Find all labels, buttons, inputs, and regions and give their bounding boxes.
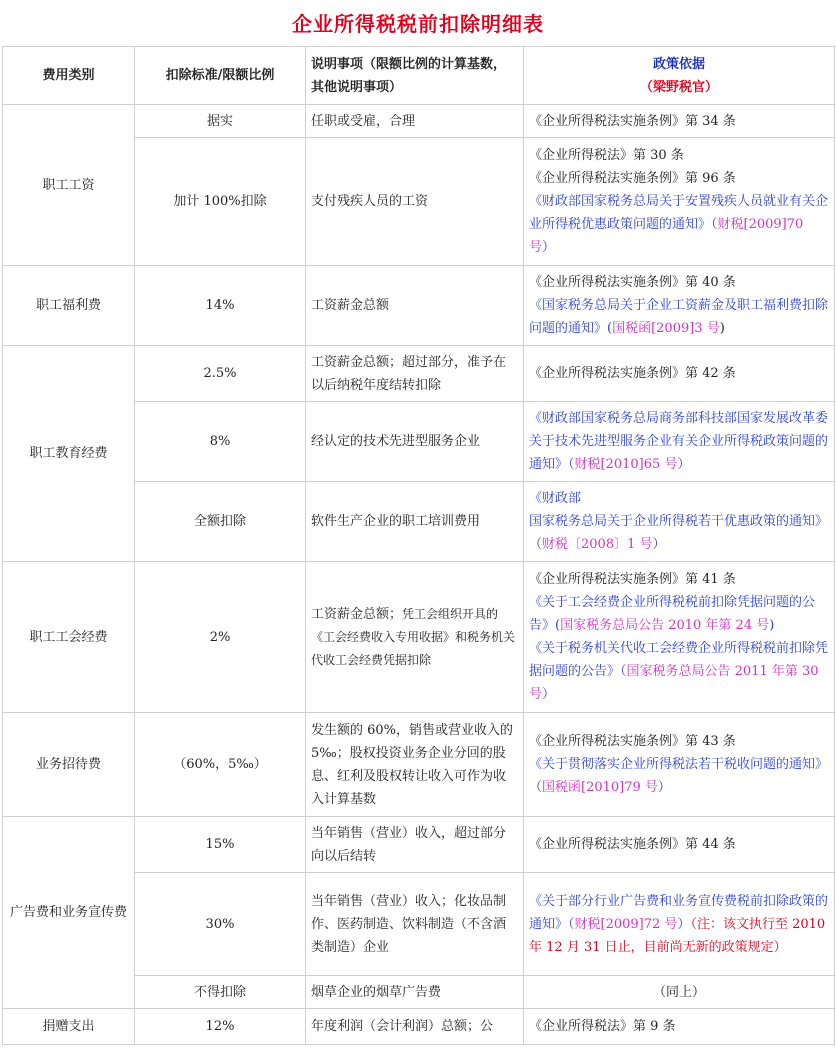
basis-line: 《企业所得税法实施条例》第 41 条 — [529, 572, 736, 587]
basis-cell — [524, 562, 835, 713]
note-cell: 发生额的 60%，销售或营业收入的 5‰；股权投资业务企业分回的股息、红利及股权转让收入可作为收入计算基数 — [306, 713, 524, 817]
note-line: 凭工会组织开具的《工会经费收入专用收据》和税务机关代收工会经费凭据扣除 — [311, 606, 516, 667]
basis-line: 《关于税务机关代收工会经费企业所得税税前扣除凭据问题的公告》（ — [529, 641, 829, 679]
table-row — [3, 346, 835, 402]
basis-cell: 《企业所得税法实施条例》第 42 条 — [524, 346, 835, 402]
note-cell: 工资薪金总额 — [306, 266, 524, 346]
basis-line: ） — [657, 780, 671, 795]
header-basis — [524, 47, 835, 105]
note-cell — [306, 562, 524, 713]
basis-cell — [524, 266, 835, 346]
basis-cell — [524, 873, 835, 976]
category-cell: 职工福利费 — [3, 266, 135, 346]
basis-line: ） — [542, 240, 556, 255]
basis-line: 《企业所得税法实施条例》第 96 条 — [529, 171, 736, 186]
standard-cell: 30% — [135, 873, 306, 976]
header-category: 费用类别 — [3, 47, 135, 105]
basis-doc-number: 国税函[2010]79 号 — [542, 780, 658, 795]
basis-line: 《企业所得税法实施条例》第 40 条 — [529, 275, 736, 290]
standard-cell: （60%，5‰） — [135, 713, 306, 817]
category-cell: 捐赠支出 — [3, 1009, 135, 1045]
standard-cell: 12% — [135, 1009, 306, 1045]
basis-cell — [524, 482, 835, 562]
note-cell: 当年销售（营业）收入；化妆品制作、医药制造、饮料制造（不含酒类制造）企业 — [306, 873, 524, 976]
basis-line: 《国家税务总局关于企业工资薪金及职工福利费扣除问题的通知》( — [529, 298, 829, 336]
standard-cell: 加计 100%扣除 — [135, 138, 306, 266]
basis-line: 《财政部 — [529, 491, 582, 506]
basis-cell — [524, 976, 835, 1009]
note-cell: 经认定的技术先进型服务企业 — [306, 402, 524, 482]
basis-cell: 《企业所得税法实施条例》第 44 条 — [524, 817, 835, 873]
note-cell: 年度利润（会计利润）总额；公 — [306, 1009, 524, 1045]
basis-doc-number: 国家税务总局公告 2010 年第 24 号 — [560, 618, 770, 633]
table-row — [3, 266, 835, 346]
basis-line: 《关于工会经费企业所得税税前扣除凭据问题的公告》( — [529, 595, 816, 633]
table-header-row — [3, 47, 835, 105]
table-row — [3, 713, 835, 817]
standard-cell: 2.5% — [135, 346, 306, 402]
basis-remark: （注：该文执行至 2010 年 12 月 31 日止，目前尚无新的政策规定） — [529, 916, 826, 955]
basis-doc-number: 国家税务总局公告 2011 年第 30 号 — [529, 664, 819, 702]
basis-cell: 《企业所得税法实施条例》第 34 条 — [524, 105, 835, 138]
basis-line: ） — [677, 457, 691, 472]
standard-cell: 据实 — [135, 105, 306, 138]
standard-cell: 8% — [135, 402, 306, 482]
header-note: 说明事项（限额比例的计算基数，其他说明事项） — [306, 47, 524, 105]
table-row — [3, 1009, 835, 1045]
basis-cell: 《企业所得税法》第 9 条 — [524, 1009, 835, 1045]
basis-line: 《关于贯彻落实企业所得税法若干税收问题的通知》（ — [529, 757, 829, 795]
basis-line: 国家税务总局关于企业所得税若干优惠政策的通知》（ — [529, 514, 829, 552]
basis-line: 《财政部国家税务总局商务部科技部国家发展改革委关于技术先进型服务企业有关企业所得税政策问题的通知》（ — [529, 411, 829, 472]
standard-cell: 15% — [135, 817, 306, 873]
basis-line: ） — [542, 687, 556, 702]
basis-line: 《财政部国家税务总局关于安置残疾人员就业有关企业所得税优惠政策问题的通知》（ — [529, 194, 829, 232]
basis-line: （同上） — [652, 984, 705, 1000]
basis-line: ) — [769, 618, 775, 633]
page-title: 企业所得税税前扣除明细表 — [292, 12, 544, 36]
standard-cell: 全额扣除 — [135, 482, 306, 562]
table-row — [3, 105, 835, 138]
category-cell: 职工工资 — [3, 105, 135, 266]
note-cell: 当年销售（营业）收入，超过部分向以后结转 — [306, 817, 524, 873]
basis-doc-number: 财税〔2008〕1 号 — [542, 537, 653, 552]
basis-line: ） — [652, 537, 666, 552]
basis-cell — [524, 402, 835, 482]
basis-doc-number: 国税函[2009]3 号 — [612, 321, 720, 336]
deduction-table — [2, 46, 835, 1045]
note-cell: 软件生产企业的职工培训费用 — [306, 482, 524, 562]
note-cell: 烟草企业的烟草广告费 — [306, 976, 524, 1009]
basis-doc-number: 财税[2010]65 号 — [574, 457, 678, 472]
basis-line: ) — [719, 321, 725, 336]
category-cell: 职工教育经费 — [3, 346, 135, 562]
basis-doc-number: 财税[2009]72 号 — [574, 916, 678, 932]
standard-cell: 14% — [135, 266, 306, 346]
header-basis-sub: （梁野税官） — [639, 79, 718, 95]
header-standard: 扣除标准/限额比例 — [135, 47, 306, 105]
category-cell: 广告费和业务宣传费 — [3, 817, 135, 1009]
standard-cell: 不得扣除 — [135, 976, 306, 1009]
table-row — [3, 817, 835, 873]
note-cell: 工资薪金总额；超过部分，准予在以后纳税年度结转扣除 — [306, 346, 524, 402]
basis-line: 《企业所得税法》第 30 条 — [529, 148, 684, 163]
basis-cell — [524, 713, 835, 817]
basis-line: 《企业所得税法实施条例》第 43 条 — [529, 734, 736, 749]
note-line: 工资薪金总额； — [311, 606, 403, 622]
basis-doc-number: 财税[2009]70 号 — [529, 217, 804, 255]
header-basis-title: 政策依据 — [652, 56, 705, 72]
note-cell: 任职或受雇，合理 — [306, 105, 524, 138]
basis-line: ） — [677, 916, 691, 932]
note-cell: 支付残疾人员的工资 — [306, 138, 524, 266]
category-cell: 职工工会经费 — [3, 562, 135, 713]
standard-cell: 2% — [135, 562, 306, 713]
basis-line: 《关于部分行业广告费和业务宣传费税前扣除政策的通知》（ — [529, 893, 829, 932]
table-row — [3, 562, 835, 713]
category-cell: 业务招待费 — [3, 713, 135, 817]
basis-cell — [524, 138, 835, 266]
